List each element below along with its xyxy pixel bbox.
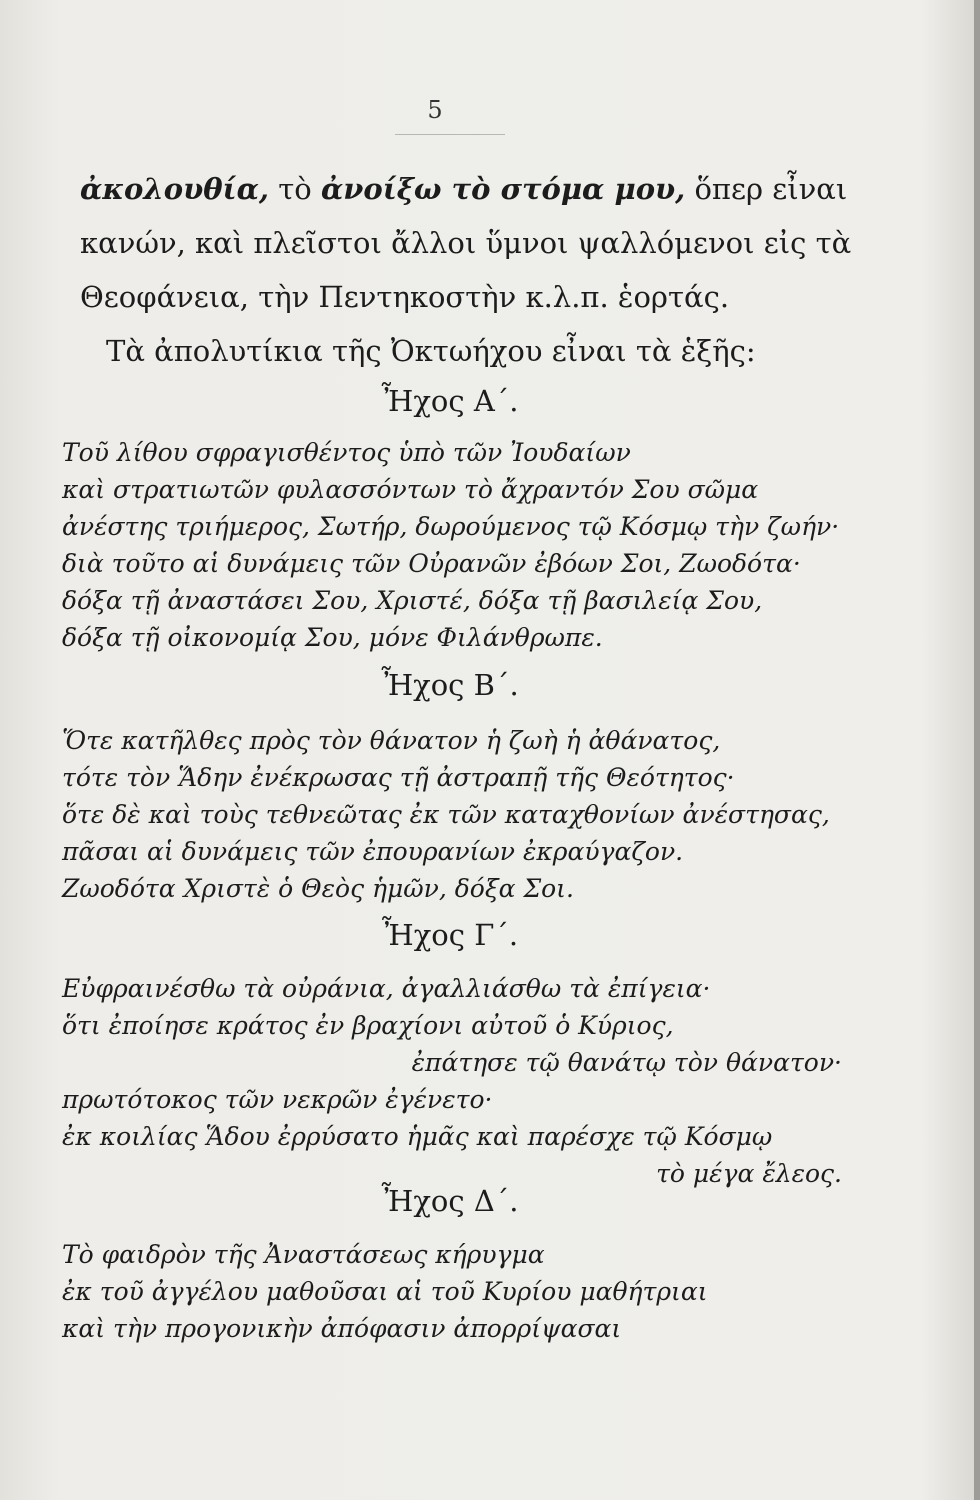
- hymn-line: ὅτε δὲ καὶ τοὺς τεθνεῶτας ἐκ τῶν καταχθονίων ἀνέστησας,: [62, 800, 830, 829]
- section-heading-echos-d: Ἦχος Δ΄.: [381, 1184, 519, 1218]
- hymn-line: δόξα τῇ ἀναστάσει Σου, Χριστέ, δόξα τῇ βασιλείᾳ Σου,: [62, 586, 763, 615]
- intro-paragraph: [80, 162, 860, 378]
- hymn-line: Εὐφραινέσθω τὰ οὐράνια, ἀγαλλιάσθω τὰ ἐπίγεια·: [62, 974, 711, 1003]
- hymn-echos-b: [62, 722, 862, 907]
- hymn-echos-d: [62, 1236, 862, 1347]
- header-rule: [395, 134, 505, 135]
- hymn-line: διὰ τοῦτο αἱ δυνάμεις τῶν Οὐρανῶν ἐβόων Σοι, Ζωοδότα·: [62, 549, 801, 578]
- hymn-line: τότε τὸν Ἅδην ἐνέκρωσας τῇ ἀστραπῇ τῆς Θεότητος·: [62, 763, 735, 792]
- section-heading-echos-b: Ἦχος Β΄.: [381, 668, 519, 702]
- hymn-line: τὸ μέγα ἔλεος.: [656, 1159, 842, 1188]
- hymn-line: καὶ τὴν προγονικὴν ἀπόφασιν ἀπορρίψασαι: [62, 1314, 622, 1343]
- hymn-line: Ζωοδότα Χριστὲ ὁ Θεὸς ἡμῶν, δόξα Σοι.: [62, 874, 574, 903]
- hymn-line: Τοῦ λίθου σφραγισθέντος ὑπὸ τῶν Ἰουδαίων: [62, 438, 631, 467]
- intro-line-4: Τὰ ἀπολυτίκια τῆς Ὀκτωήχου εἶναι τὰ ἑξῆς:: [106, 334, 756, 368]
- page-edge-shadow: [974, 0, 980, 1500]
- intro-bold-phrase: ἀνοίξω τὸ στόμα μου,: [320, 172, 686, 206]
- intro-bold-term: ἀκολουθία,: [80, 172, 269, 206]
- hymn-line: ἐκ τοῦ ἀγγέλου μαθοῦσαι αἱ τοῦ Κυρίου μαθήτριαι: [62, 1277, 708, 1306]
- section-heading-echos-g: Ἦχος Γ΄.: [381, 918, 519, 952]
- intro-text: ὅπερ εἶναι: [685, 172, 848, 206]
- hymn-line: Τὸ φαιδρὸν τῆς Ἀναστάσεως κήρυγμα: [62, 1240, 545, 1269]
- hymn-line: ἐκ κοιλίας Ἅδου ἐρρύσατο ἡμᾶς καὶ παρέσχε τῷ Κόσμῳ: [62, 1122, 773, 1151]
- intro-line-2: κανών, καὶ πλεῖστοι ἄλλοι ὕμνοι ψαλλόμενοι εἰς τὰ: [80, 226, 852, 260]
- hymn-line: πρωτότοκος τῶν νεκρῶν ἐγένετο·: [62, 1085, 493, 1114]
- hymn-line: πᾶσαι αἱ δυνάμεις τῶν ἐπουρανίων ἐκραύγαζον.: [62, 837, 684, 866]
- hymn-line: ἐπάτησε τῷ θανάτῳ τὸν θάνατον·: [411, 1048, 842, 1077]
- hymn-line: Ὅτε κατῆλθες πρὸς τὸν θάνατον ἡ ζωὴ ἡ ἀθάνατος,: [62, 726, 721, 755]
- section-heading-echos-a: Ἦχος Α΄.: [381, 384, 519, 418]
- hymn-echos-a: [62, 434, 862, 656]
- intro-line-1: [80, 162, 860, 216]
- hymn-line: δόξα τῇ οἰκονομίᾳ Σου, μόνε Φιλάνθρωπε.: [62, 623, 603, 652]
- hymn-line: ὅτι ἐποίησε κράτος ἐν βραχίονι αὐτοῦ ὁ Κύριος,: [62, 1011, 674, 1040]
- intro-line-3: Θεοφάνεια, τὴν Πεντηκοστὴν κ.λ.π. ἑορτάς.: [80, 280, 730, 314]
- intro-text: τὸ: [268, 172, 321, 206]
- page-number: 5: [427, 96, 443, 124]
- hymn-line: καὶ στρατιωτῶν φυλασσόντων τὸ ἄχραντόν Σου σῶμα: [62, 475, 759, 504]
- hymn-line: ἀνέστης τριήμερος, Σωτήρ, δωρούμενος τῷ Κόσμῳ τὴν ζωήν·: [62, 512, 840, 541]
- hymn-echos-g: [62, 970, 862, 1192]
